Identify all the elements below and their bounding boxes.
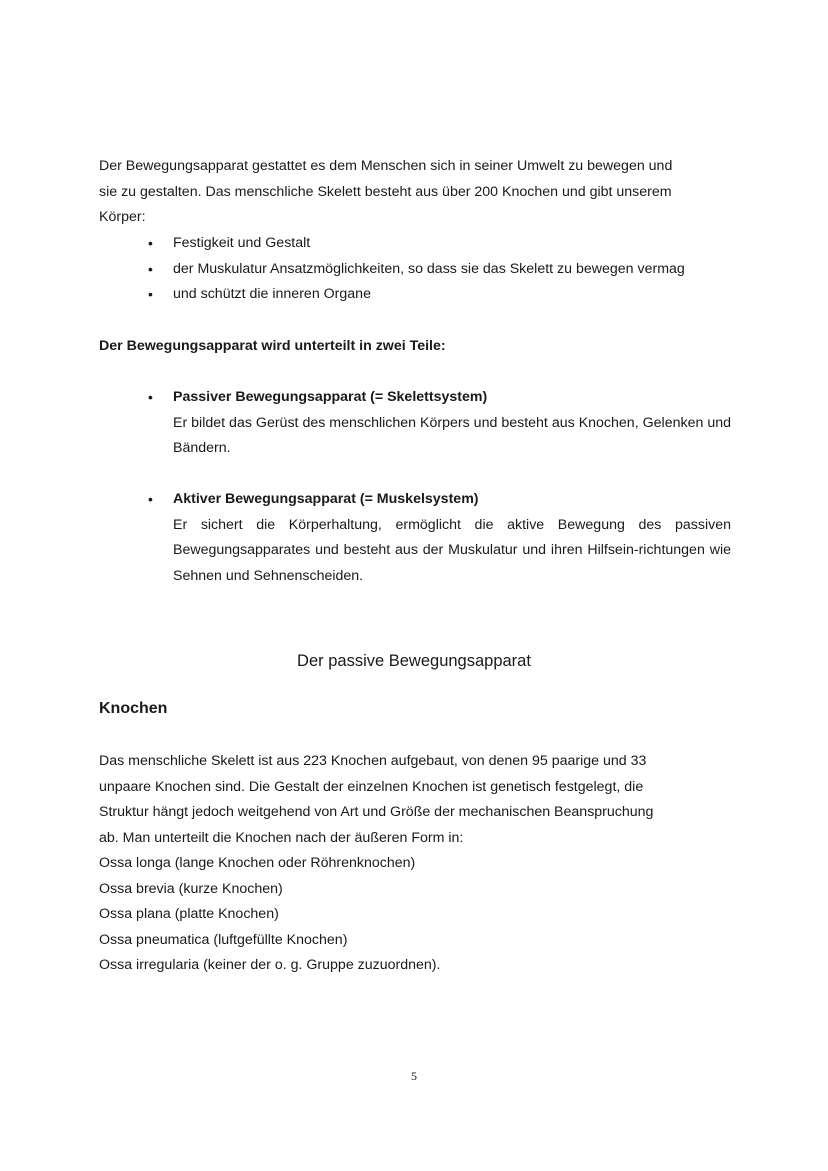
benefits-list <box>99 231 731 308</box>
page-number: 5 <box>411 1069 417 1083</box>
division-heading: Der Bewegungsapparat wird unterteilt in zwei Teile: <box>99 338 446 354</box>
part-description: Er sichert die Körperhaltung, ermöglicht die aktive Bewegung des passiven Bewegungsapparates und besteht aus der Muskulatur und ihren Hilfsein-richtungen wie Sehnen und Sehnenscheiden. <box>173 516 731 584</box>
knochen-line: Ossa longa (lange Knochen oder Röhrenknochen) <box>99 855 416 871</box>
list-item-text: und schützt die inneren Organe <box>173 286 371 302</box>
part-title: Aktiver Bewegungsapparat (= Muskelsystem) <box>173 491 479 507</box>
knochen-line: Struktur hängt jedoch weitgehend von Art und Größe der mechanischen Beanspruchung <box>99 804 654 820</box>
knochen-line: ab. Man unterteilt die Knochen nach der äußeren Form in: <box>99 829 464 846</box>
knochen-line: Das menschliche Skelett ist aus 223 Knochen aufgebaut, von denen 95 paarige und 33 <box>99 753 647 769</box>
knochen-line: Ossa plana (platte Knochen) <box>99 906 279 922</box>
intro-paragraph <box>99 154 731 231</box>
list-item <box>99 282 731 308</box>
list-item-text: Festigkeit und Gestalt <box>173 235 311 251</box>
knochen-line: Ossa brevia (kurze Knochen) <box>99 880 283 897</box>
intro-line: Der Bewegungsapparat gestattet es dem Menschen sich in seiner Umwelt zu bewegen und <box>99 158 673 174</box>
bullet-icon: • <box>148 286 153 302</box>
knochen-paragraph <box>99 749 731 979</box>
list-item <box>99 257 731 283</box>
intro-line: sie zu gestalten. Das menschliche Skelett besteht aus über 200 Knochen und gibt unserem <box>99 183 672 200</box>
list-item <box>99 231 731 257</box>
bullet-icon: • <box>148 260 153 277</box>
knochen-line: Ossa pneumatica (luftgefüllte Knochen) <box>99 931 348 948</box>
knochen-line: unpaare Knochen sind. Die Gestalt der einzelnen Knochen ist genetisch festgelegt, die <box>99 778 644 795</box>
bullet-icon: • <box>148 235 153 251</box>
knochen-heading: Knochen <box>99 700 168 717</box>
knochen-line: Ossa irregularia (keiner der o. g. Gruppe zuzuordnen). <box>99 957 441 973</box>
bullet-icon: • <box>148 389 153 405</box>
list-item-text: der Muskulatur Ansatzmöglichkeiten, so dass sie das Skelett zu bewegen vermag <box>173 260 685 277</box>
part-title: Passiver Bewegungsapparat (= Skelettsystem) <box>173 389 488 405</box>
passive-apparatus-item <box>99 385 731 462</box>
part-description: Er bildet das Gerüst des menschlichen Körpers und besteht aus Knochen, Gelenken und Bändern. <box>173 414 731 456</box>
active-apparatus-item <box>99 487 731 589</box>
bullet-icon: • <box>148 491 153 507</box>
intro-line: Körper: <box>99 209 146 225</box>
section-title: Der passive Bewegungsapparat <box>297 652 531 670</box>
